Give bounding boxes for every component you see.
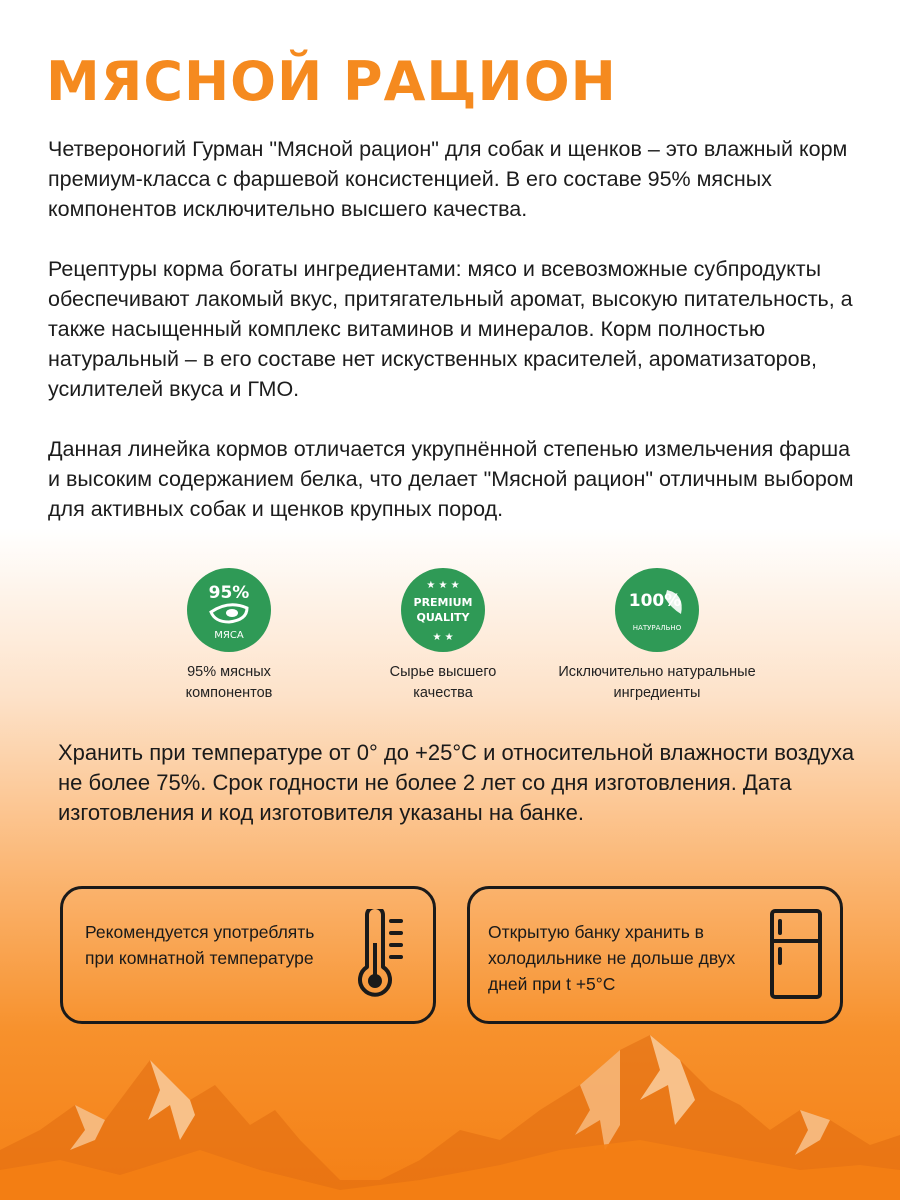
- badge-meat-95: [144, 568, 314, 704]
- svg-text:★ ★: ★ ★: [432, 632, 454, 643]
- natural-100-icon: [615, 568, 699, 652]
- badge-1-top-text: 95%: [208, 583, 250, 603]
- badge-2-bottom-text: QUALITY: [416, 611, 470, 624]
- storage-info: Хранить при температуре от 0° до +25°С и относительной влажности воздуха не более 75%. Срок годности не более 2 лет со дня изготовления. Дата изготовления и код изготовителя указаны на банке.: [58, 740, 855, 825]
- thermometer-icon: [353, 909, 413, 999]
- badge-1-bottom-text: МЯСА: [214, 630, 244, 641]
- badge-natural-100: [532, 568, 782, 704]
- badge-1-caption: 95% мясных компонентов: [185, 664, 273, 701]
- fridge-icon: [766, 907, 826, 1003]
- badge-3-caption: Исключительно натуральные ингредиенты: [558, 664, 756, 701]
- meat-95-icon: [187, 568, 271, 652]
- badge-3-bottom-text: НАТУРАЛЬНО: [632, 624, 682, 632]
- premium-quality-icon: [401, 568, 485, 652]
- description-paragraph-1: Четвероногий Гурман "Мясной рацион" для собак и щенков – это влажный корм премиум-класса с фаршевой консистенцией. В его составе 95% мясных компонентов исключительно высшего качества.: [48, 137, 848, 221]
- page-title: МЯСНОЙ РАЦИОН: [46, 50, 617, 113]
- description-paragraph-3: Данная линейка кормов отличается укрупнённой степенью измельчения фарша и высоким содержанием белка, что делает "Мясной рацион" отличным выбором для активных собак и щенков крупных пород.: [48, 437, 854, 521]
- card-1-text: Рекомендуется употреблять при комнатной температуре: [85, 922, 315, 968]
- card-fridge-storage: [467, 886, 843, 1024]
- badge-2-top-text: PREMIUM: [413, 596, 473, 609]
- card-room-temperature: [60, 886, 436, 1024]
- badge-3-top-text: 100%: [628, 591, 682, 611]
- svg-text:★ ★ ★: ★ ★ ★: [426, 580, 460, 591]
- badge-premium-quality: [363, 568, 523, 704]
- card-2-text: Открытую банку хранить в холодильнике не дольше двух дней при t +5°С: [488, 922, 736, 994]
- description-paragraph-2: Рецептуры корма богаты ингредиентами: мясо и всевозможные субпродукты обеспечивают лакомый вкус, притягательный аромат, высокую питательность, а также насыщенный комплекс витаминов и минералов. Корм полностью натуральный – в его составе нет искуственных красителей, ароматизаторов, усилителей вкуса и ГМО.: [48, 257, 853, 401]
- badge-2-caption: Сырье высшего качества: [389, 664, 497, 701]
- mountains-decoration: [0, 1030, 900, 1200]
